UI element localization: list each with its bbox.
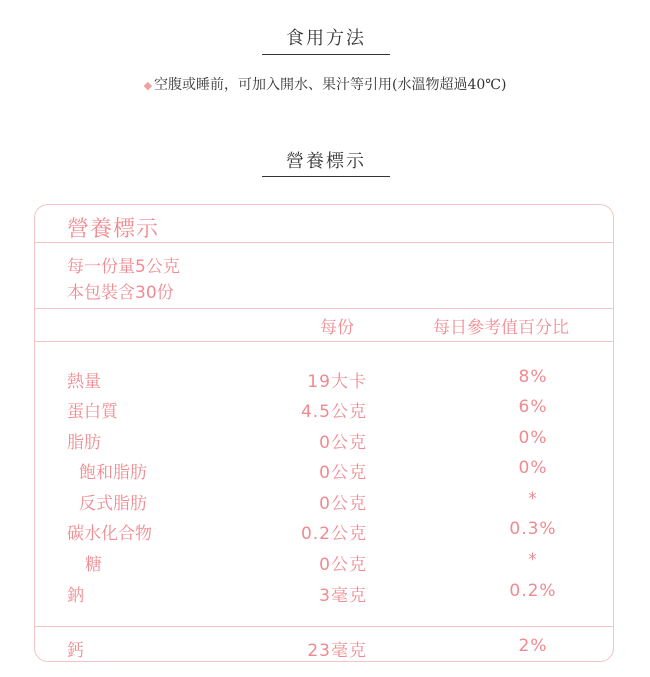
nutrient-daily-value: 0% xyxy=(518,428,548,448)
nutrient-daily-value: 0.3% xyxy=(509,519,557,539)
nutrition-facts-panel xyxy=(34,204,614,662)
nutrient-row-fat xyxy=(35,428,613,452)
nutrient-daily-value: 8% xyxy=(518,367,548,387)
nutrient-row-saturated-fat xyxy=(35,458,613,482)
nutrition-section-title: 營養標示 xyxy=(286,151,366,172)
nutrient-name: 鈣 xyxy=(67,641,84,661)
nutrient-row-carbohydrate xyxy=(35,519,613,543)
nutrient-row-sugar xyxy=(35,550,613,574)
nutrient-name: 脂肪 xyxy=(67,433,101,453)
nutrient-amount: 0公克 xyxy=(319,555,367,575)
usage-title-underline xyxy=(262,54,390,55)
nutrient-name: 蛋白質 xyxy=(67,402,118,422)
nutrient-row-sodium xyxy=(35,581,613,605)
nutrient-daily-value: 0% xyxy=(518,458,548,478)
divider xyxy=(35,308,613,309)
nutrient-amount: 0.2公克 xyxy=(300,524,367,544)
nutrient-amount: 4.5公克 xyxy=(300,402,367,422)
nutrient-amount: 0公克 xyxy=(319,494,367,514)
nutrient-name: 糖 xyxy=(85,555,102,575)
nutrient-daily-value: 0.2% xyxy=(509,581,557,601)
nutrient-daily-value: * xyxy=(528,550,538,570)
servings-per-pack: 本包裝含30份 xyxy=(67,283,174,303)
divider xyxy=(35,626,613,627)
nutrient-amount: 3毫克 xyxy=(319,586,367,606)
nutrient-row-calcium xyxy=(35,636,613,660)
panel-title: 營養標示 xyxy=(67,217,160,242)
nutrient-name: 碳水化合物 xyxy=(67,524,152,544)
nutrient-name: 熱量 xyxy=(67,372,101,392)
usage-instruction-text: 空腹或睡前，可加入開水、果汁等引用(水溫物超過40℃) xyxy=(154,77,507,93)
diamond-bullet-icon: ◆ xyxy=(143,79,153,92)
nutrient-name: 飽和脂肪 xyxy=(79,463,147,483)
nutrient-daily-value: 2% xyxy=(518,636,548,656)
nutrient-row-trans-fat xyxy=(35,489,613,513)
usage-instruction xyxy=(0,74,650,94)
nutrient-daily-value: 6% xyxy=(518,397,548,417)
nutrient-daily-value: * xyxy=(528,489,538,509)
divider xyxy=(35,341,613,342)
nutrient-row-protein xyxy=(35,397,613,421)
column-header-daily-value: 每日參考值百分比 xyxy=(433,318,569,338)
nutrient-name: 鈉 xyxy=(67,586,84,606)
nutrient-name: 反式脂肪 xyxy=(79,494,147,514)
nutrient-amount: 19大卡 xyxy=(307,372,367,392)
nutrient-row-calories xyxy=(35,367,613,391)
nutrient-amount: 23毫克 xyxy=(307,641,367,661)
divider xyxy=(35,242,613,243)
column-header-per-serving: 每份 xyxy=(320,318,354,338)
usage-section-title: 食用方法 xyxy=(286,28,366,49)
nutrition-title-underline xyxy=(262,176,390,177)
nutrient-amount: 0公克 xyxy=(319,463,367,483)
serving-size: 每一份量5公克 xyxy=(67,257,180,277)
nutrient-amount: 0公克 xyxy=(319,433,367,453)
